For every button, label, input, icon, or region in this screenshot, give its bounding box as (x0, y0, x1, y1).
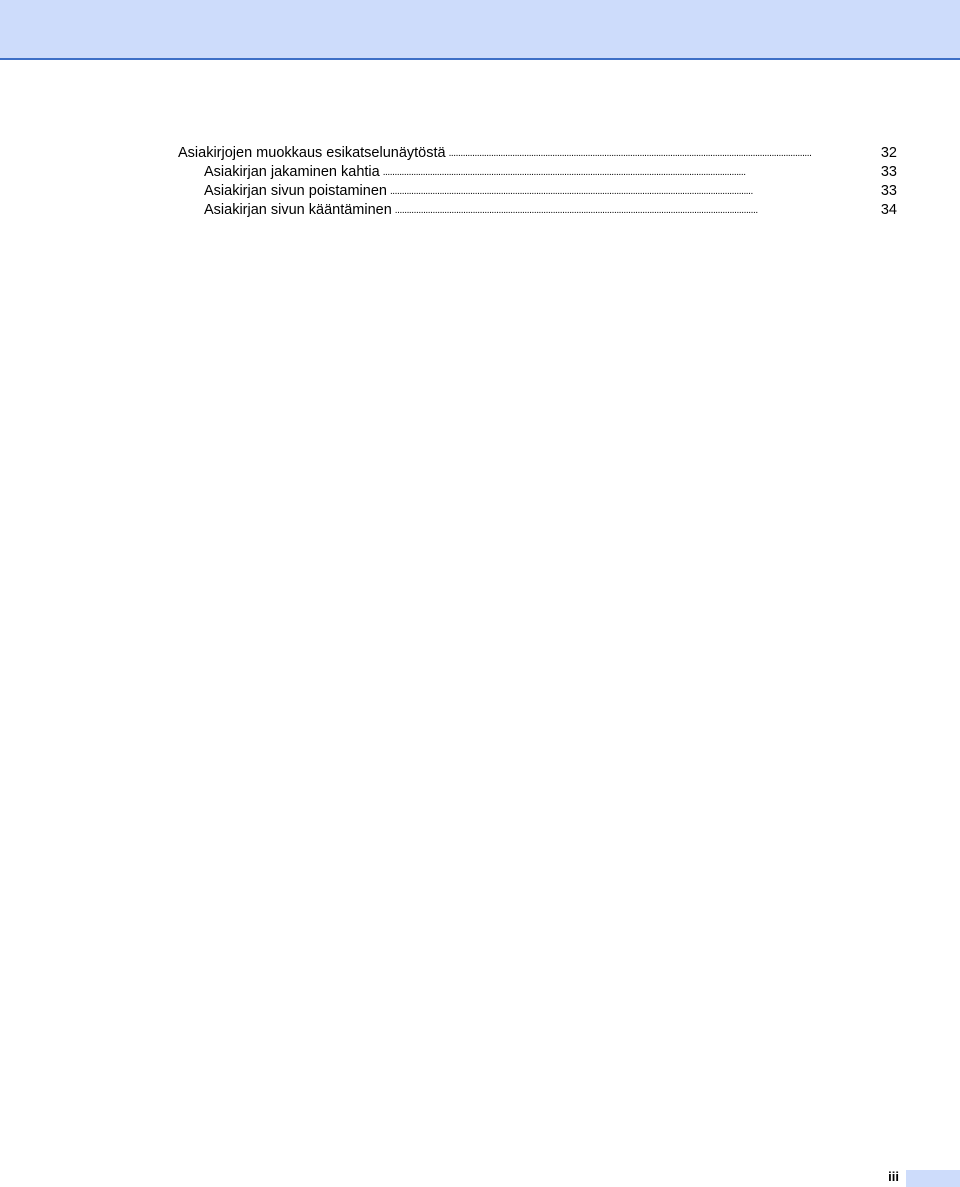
footer-tab (906, 1170, 960, 1187)
toc-entry-page: 32 (880, 145, 897, 161)
header-band (0, 0, 960, 58)
toc-entry[interactable] (204, 162, 897, 181)
toc-dot-leader (395, 202, 867, 219)
toc-entry-page: 34 (880, 202, 897, 218)
toc-dot-leader (390, 183, 867, 200)
toc-entry-page: 33 (880, 183, 897, 199)
page-number: iii (888, 1169, 899, 1184)
toc-entry-title: Asiakirjan jakaminen kahtia (204, 164, 380, 180)
toc-entry-title: Asiakirjan sivun poistaminen (204, 183, 387, 199)
toc-entry[interactable] (178, 143, 897, 162)
toc-entry[interactable] (204, 181, 897, 200)
toc-entry-title: Asiakirjojen muokkaus esikatselunäytöstä (178, 145, 446, 161)
toc-dot-leader (383, 164, 867, 181)
toc-entry[interactable] (204, 200, 897, 219)
toc-dot-leader (449, 145, 867, 162)
toc-entry-title: Asiakirjan sivun kääntäminen (204, 202, 392, 218)
header-rule (0, 58, 960, 60)
toc-entry-page: 33 (880, 164, 897, 180)
